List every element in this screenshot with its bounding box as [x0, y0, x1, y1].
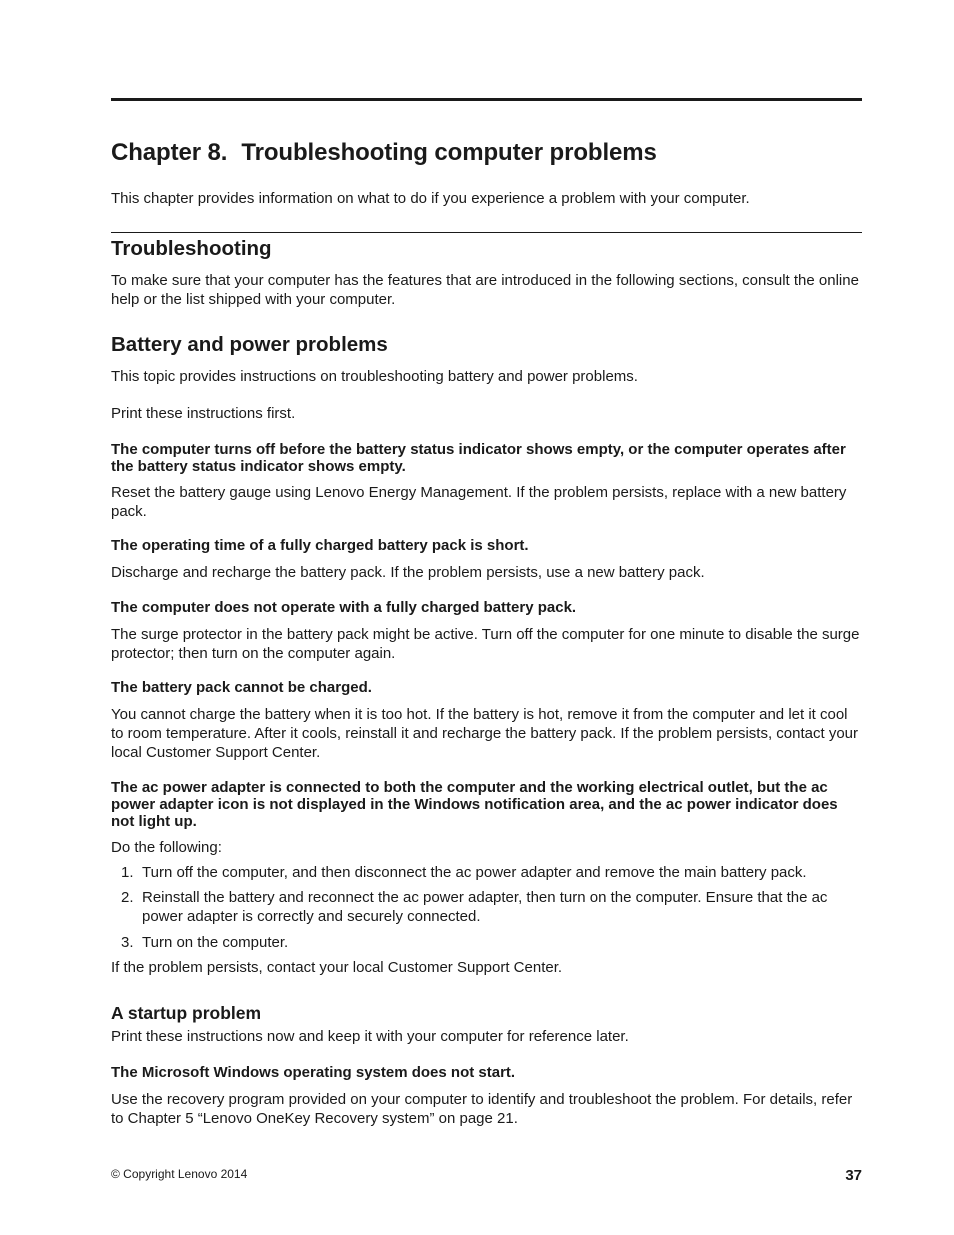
step-text: Reinstall the battery and reconnect the ac power adapter, then turn on the computer. Ensure that the ac power adapter is correctly and securely connected. [142, 889, 828, 925]
step-number: 2. [121, 889, 134, 906]
battery-answer-5-intro: Do the following: [111, 839, 222, 856]
battery-question-2: The operating time of a fully charged battery pack is short. [111, 537, 529, 554]
battery-question-5: The ac power adapter is connected to both the computer and the working electrical outlet, but the ac power adapter icon is not displayed in the Windows notification area, and the ac power indicator does not light up. [111, 779, 838, 830]
step-text: Turn on the computer. [142, 934, 289, 951]
step-number: 3. [121, 934, 134, 951]
chapter-intro: This chapter provides information on what to do if you experience a problem with your computer. [111, 190, 750, 207]
chapter-number: Chapter 8. [111, 139, 228, 166]
battery-answer-5-outro: If the problem persists, contact your local Customer Support Center. [111, 959, 563, 976]
list-item [111, 933, 862, 952]
battery-answer-1: Reset the battery gauge using Lenovo Energy Management. If the problem persists, replace with a new battery pack. [111, 484, 847, 520]
troubleshooting-heading: Troubleshooting [111, 237, 272, 260]
footer-copyright: © Copyright Lenovo 2014 [111, 1167, 248, 1181]
battery-answer-3: The surge protector in the battery pack might be active. Turn off the computer for one minute to disable the surge protector; then turn on the computer again. [111, 626, 860, 662]
battery-intro: This topic provides instructions on troubleshooting battery and power problems. [111, 368, 638, 385]
battery-question-4: The battery pack cannot be charged. [111, 679, 372, 696]
chapter-title-text: Troubleshooting computer problems [241, 139, 657, 166]
chapter-title [111, 139, 862, 167]
document-page [111, 98, 862, 1128]
battery-question-1: The computer turns off before the battery status indicator shows empty, or the computer operates after the battery status indicator shows empty. [111, 441, 846, 475]
steps-list [111, 863, 862, 952]
list-item [111, 863, 862, 882]
section-rule [111, 232, 862, 233]
startup-answer-1: Use the recovery program provided on your computer to identify and troubleshoot the problem. For details, refer to Chapter 5 “Lenovo OneKey Recovery system” on page 21. [111, 1091, 853, 1127]
troubleshooting-text: To make sure that your computer has the features that are introduced in the following sections, consult the online help or the list shipped with your computer. [111, 272, 859, 308]
list-item [111, 888, 862, 926]
battery-print-note: Print these instructions first. [111, 405, 296, 422]
startup-heading: A startup problem [111, 1003, 262, 1023]
chapter-top-rule [111, 98, 862, 101]
battery-answer-4: You cannot charge the battery when it is too hot. If the battery is hot, remove it from the computer and let it cool to room temperature. After it cools, reinstall it and recharge the battery pack. If the problem persists, contact your local Customer Support Center. [111, 706, 859, 761]
step-text: Turn off the computer, and then disconnect the ac power adapter and remove the main battery pack. [142, 864, 807, 881]
step-number: 1. [121, 864, 134, 881]
startup-intro: Print these instructions now and keep it with your computer for reference later. [111, 1028, 629, 1045]
page-number: 37 [845, 1167, 862, 1184]
battery-heading: Battery and power problems [111, 333, 388, 356]
battery-answer-2: Discharge and recharge the battery pack. If the problem persists, use a new battery pack. [111, 564, 705, 581]
startup-question-1: The Microsoft Windows operating system does not start. [111, 1064, 516, 1081]
battery-question-3: The computer does not operate with a fully charged battery pack. [111, 599, 577, 616]
